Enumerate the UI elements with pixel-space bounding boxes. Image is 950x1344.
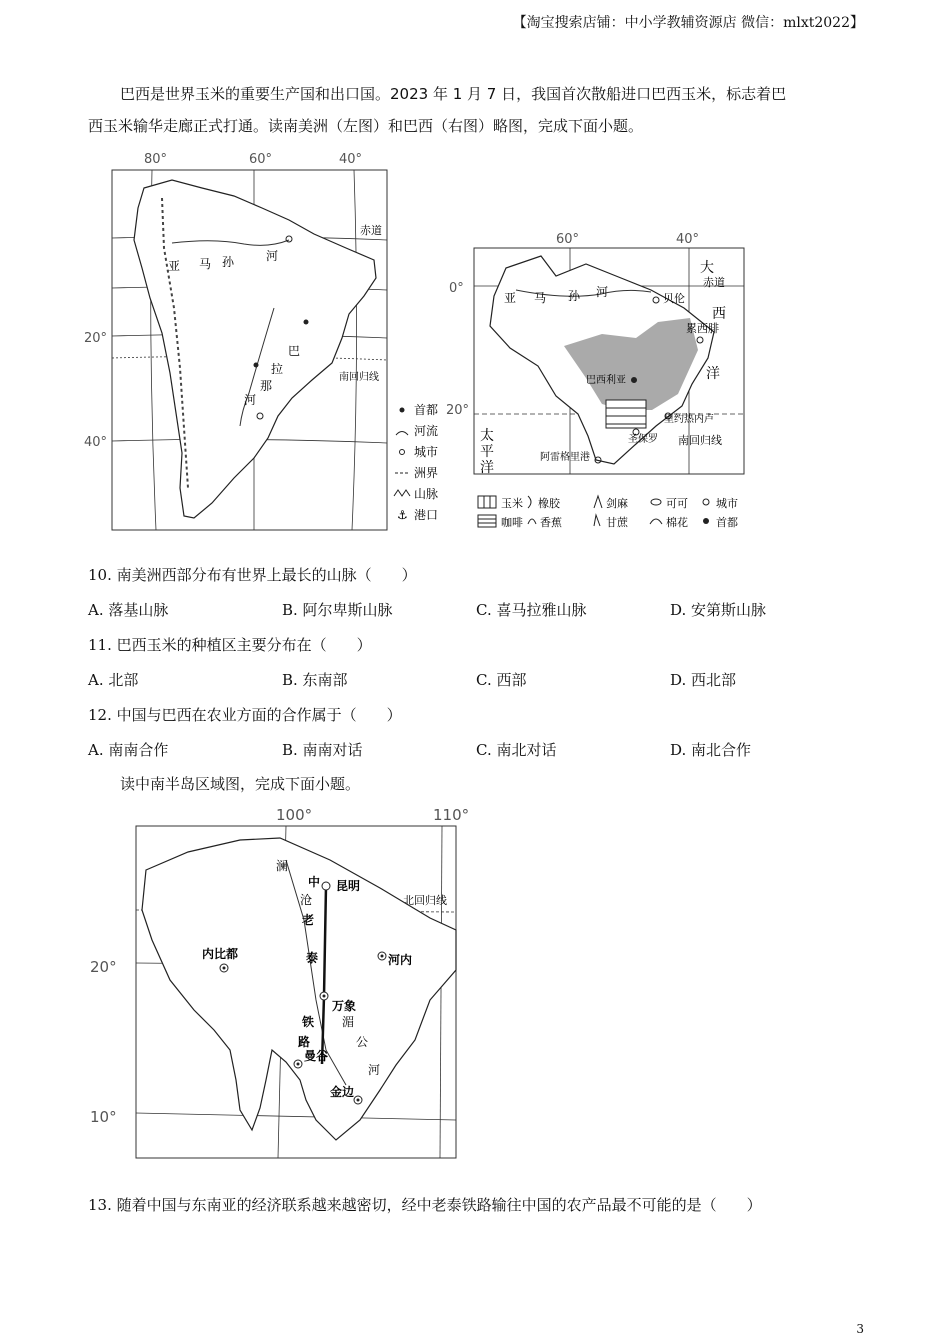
amazon-char: 孙 [568, 289, 581, 303]
question-10: 10. 南美洲西部分布有世界上最长的山脉（ ） [88, 566, 417, 584]
option-b[interactable]: B. 阿尔卑斯山脉 [282, 601, 393, 619]
equator-label: 赤道 [360, 224, 382, 237]
lon-label: 100° [276, 806, 313, 824]
atlantic-char: 西 [712, 306, 726, 322]
lon-label: 60° [249, 152, 273, 167]
option-c[interactable]: C. 喜马拉雅山脉 [476, 601, 587, 619]
legend-label: 城市 [716, 497, 738, 510]
legend-label: 洲界 [414, 466, 439, 480]
lon-label: 40° [676, 232, 700, 247]
amazon-char: 马 [534, 291, 547, 305]
legend-label: 城市 [414, 445, 439, 459]
legend-label: 山脉 [414, 487, 439, 501]
country-char: 老 [302, 913, 315, 927]
atlantic-char: 洋 [706, 366, 720, 382]
option-a[interactable]: A. 南南合作 [88, 741, 169, 759]
sa-legend [394, 402, 438, 522]
option-b[interactable]: B. 东南部 [282, 671, 348, 689]
amazon-char: 马 [199, 257, 212, 271]
continent-outline [134, 180, 376, 518]
option-b[interactable]: B. 南南对话 [282, 741, 363, 759]
indochina-map [90, 800, 470, 1164]
tropic-label: 南回归线 [339, 372, 379, 383]
city-marker [254, 363, 259, 368]
country-char: 泰 [306, 951, 319, 965]
city-label: 贝伦 [663, 292, 685, 305]
pacific-char: 洋 [480, 460, 494, 476]
lat-label: 10° [90, 1108, 117, 1126]
option-c[interactable]: C. 西部 [476, 671, 527, 689]
city-label: 圣保罗 [628, 434, 658, 445]
question-11: 11. 巴西玉米的种植区主要分布在（ ） [88, 636, 372, 654]
parana-char: 拉 [271, 362, 284, 376]
city-label: 阿雷格里港 [540, 452, 590, 463]
question-13: 13. 随着中国与东南亚的经济联系越来越密切，经中老泰铁路输往中国的农产品最不可能的是（ ） [88, 1196, 762, 1214]
parana-char: 河 [244, 393, 257, 407]
pacific-char: 太 [480, 428, 494, 444]
country-char: 中 [308, 875, 321, 889]
intro-line-1: 巴西是世界玉米的重要生产国和出口国。2023 年 1 月 7 日，我国首次散船进口巴西玉米，标志着巴 [120, 85, 787, 103]
legend-label: 港口 [414, 508, 439, 522]
city-label: 内比都 [202, 947, 239, 961]
option-a[interactable]: A. 北部 [88, 671, 139, 689]
capital-marker [631, 377, 637, 383]
intro-paragraph [88, 78, 863, 142]
mekong-char: 河 [368, 1063, 381, 1077]
page-number: 3 [856, 1322, 864, 1336]
option-a[interactable]: A. 落基山脉 [88, 601, 169, 619]
page-header: 【淘宝搜索店铺：中小学教辅资源店 微信：mlxt2022】 [512, 15, 864, 31]
option-d[interactable]: D. 安第斯山脉 [670, 601, 767, 619]
br-legend [478, 496, 738, 529]
meridian [352, 170, 357, 530]
lat-label: 40° [84, 435, 108, 450]
mekong-char: 公 [356, 1035, 369, 1049]
lon-label: 80° [144, 152, 168, 167]
lon-label: 60° [556, 232, 580, 247]
peninsula-outline [142, 838, 456, 1140]
amazon-char: 河 [266, 249, 279, 263]
railway-char: 路 [298, 1035, 311, 1049]
option-c[interactable]: C. 南北对话 [476, 741, 557, 759]
parallel [136, 1113, 456, 1120]
capital-marker [304, 320, 309, 325]
legend-label: 香蕉 [540, 516, 562, 529]
equator-label: 赤道 [703, 276, 725, 289]
lon-label: 40° [339, 152, 363, 167]
mekong-char: 湄 [342, 1015, 355, 1029]
amazon-char: 孙 [222, 255, 235, 269]
city-label: 累西腓 [686, 322, 719, 335]
legend-label: 棉花 [666, 516, 688, 529]
legend-label: 剑麻 [606, 497, 628, 510]
south-america-map [84, 148, 454, 538]
amazon-char: 河 [596, 285, 609, 299]
legend-label: 橡胶 [538, 497, 560, 510]
lat-label: 0° [449, 281, 464, 296]
option-d[interactable]: D. 南北合作 [670, 741, 752, 759]
legend-label: 首都 [716, 516, 738, 529]
meridian [440, 826, 442, 1158]
intro-2: 读中南半岛区域图，完成下面小题。 [120, 775, 361, 793]
parana-char: 巴 [288, 344, 301, 358]
legend-label: 甘蔗 [606, 516, 628, 529]
intro-line-2: 西玉米输华走廊正式打通。读南美洲（左图）和巴西（右图）略图，完成下面小题。 [88, 117, 644, 135]
parana-char: 那 [260, 379, 273, 393]
anchor-icon: ⚓ [397, 508, 408, 522]
tropic-label: 北回归线 [403, 894, 447, 907]
city-label: 曼谷 [304, 1049, 329, 1063]
city-label: 河内 [388, 953, 413, 967]
lon-label: 110° [433, 806, 470, 824]
city-label: 里约热内卢 [664, 414, 714, 425]
city-label: 昆明 [336, 879, 361, 893]
pacific-char: 平 [480, 444, 494, 460]
lat-label: 20° [84, 331, 108, 346]
lancang-char: 沧 [300, 893, 313, 907]
lat-label: 20° [90, 958, 117, 976]
legend-label: 河流 [414, 424, 439, 438]
legend-label: 玉米 [501, 497, 523, 510]
legend-label: 可可 [666, 497, 688, 510]
lancang-char: 澜 [276, 859, 289, 873]
railway-char: 铁 [302, 1015, 315, 1029]
city-label: 万象 [332, 999, 357, 1013]
legend-label: 咖啡 [501, 516, 523, 529]
brazil-map [446, 228, 746, 534]
tropic-label: 南回归线 [678, 434, 722, 447]
amazon-char: 亚 [168, 259, 181, 273]
legend-label: 首都 [414, 403, 439, 417]
question-12: 12. 中国与巴西在农业方面的合作属于（ ） [88, 706, 402, 724]
amazon-char: 亚 [504, 291, 517, 305]
city-label: 金边 [330, 1085, 355, 1099]
option-d[interactable]: D. 西北部 [670, 671, 737, 689]
city-label: 巴西利亚 [586, 375, 626, 386]
atlantic-char: 大 [700, 260, 714, 276]
lat-label: 20° [446, 403, 470, 418]
city-marker [322, 882, 330, 890]
